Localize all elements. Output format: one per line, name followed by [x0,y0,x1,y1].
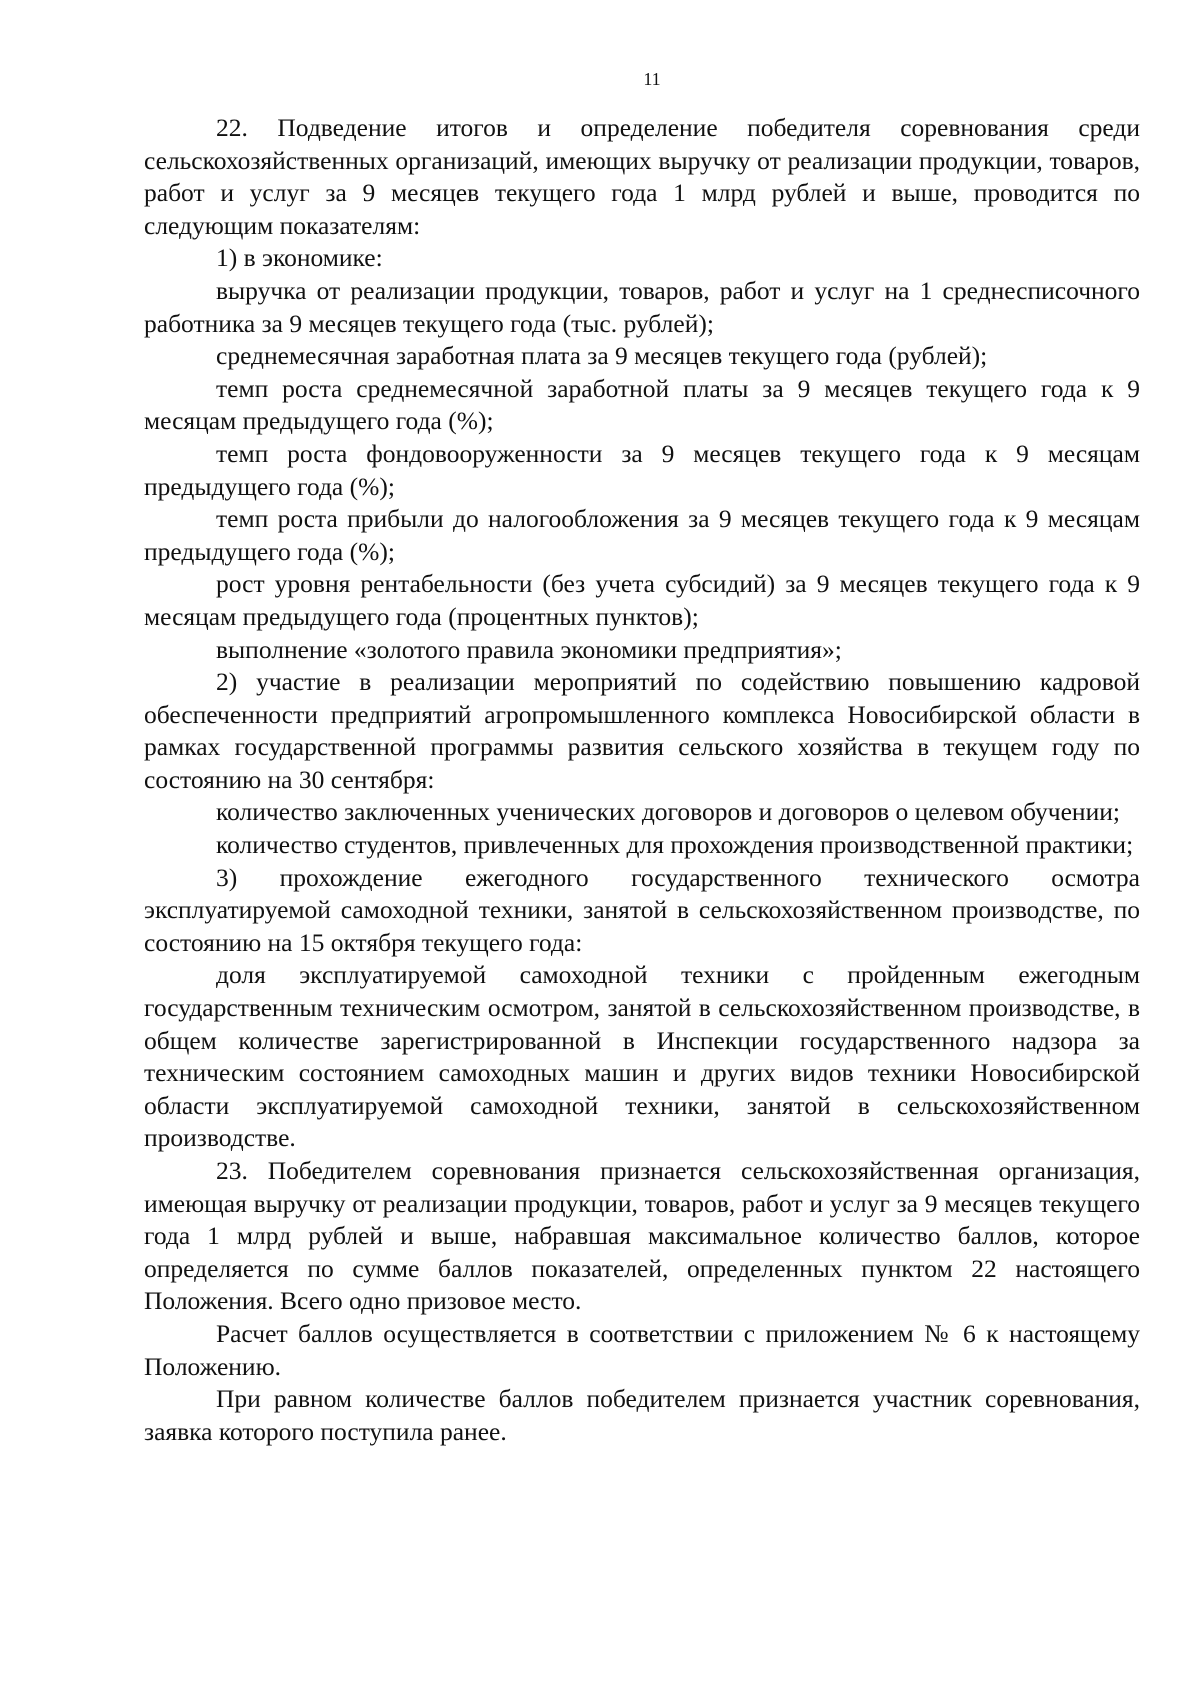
paragraph-salary-growth: темп роста среднемесячной заработной платы за 9 месяцев текущего года к 9 месяцам предыдущего года (%); [144,373,1140,436]
paragraph-23-winner: 23. Победителем соревнования признается сельскохозяйственная организация, имеющая выручку от реализации продукции, товаров, работ и услуг за 9 месяцев текущего года 1 млрд рублей и выше, набравшая максимальное количество баллов, которое определяется по сумме баллов показателей, определенных пунктом 22 настоящего Положения. Всего одно призовое место. [144,1156,1140,1316]
paragraph-inspection-share: доля эксплуатируемой самоходной техники с пройденным ежегодным государственным техническим осмотром, занятой в сельскохозяйственном производстве, в общем количестве зарегистрированной в Инспекции государственного надзора за техническим состоянием самоходных машин и других видов техники Новосибирской области эксплуатируемой самоходной техники, занятой в сельскохозяйственном производстве. [144,960,1140,1153]
paragraph-capital-ratio-growth: темп роста фондовооруженности за 9 месяцев текущего года к 9 месяцам предыдущего года (%); [144,438,1140,501]
paragraph-economy-heading: 1) в экономике: [216,243,383,273]
paragraph-student-contracts: количество заключенных ученических договоров и договоров о целевом обучении; [216,797,1120,827]
page-number: 11 [643,69,661,89]
paragraph-points-calculation: Расчет баллов осуществляется в соответствии с приложением № 6 к настоящему Положению. [144,1318,1140,1381]
paragraph-students-practice: количество студентов, привлеченных для прохождения производственной практики; [216,830,1134,860]
paragraph-profitability-growth: рост уровня рентабельности (без учета субсидий) за 9 месяцев текущего года к 9 месяцам предыдущего года (процентных пунктов); [144,569,1140,631]
paragraph-22-intro: 22. Подведение итогов и определение победителя соревнования среди сельскохозяйственных организаций, имеющих выручку от реализации продукции, товаров, работ и услуг за 9 месяцев текущего года 1 млрд рублей и выше, проводится по следующим показателям: [144,113,1140,240]
paragraph-tie-rule: При равном количестве баллов победителем признается участник соревнования, заявка которого поступила ранее. [144,1384,1140,1446]
paragraph-profit-growth: темп роста прибыли до налогообложения за 9 месяцев текущего года к 9 месяцам предыдущего года (%); [144,504,1140,566]
paragraph-average-salary: среднемесячная заработная плата за 9 месяцев текущего года (рублей); [216,341,988,371]
paragraph-golden-rule: выполнение «золотого правила экономики предприятия»; [216,634,842,664]
paragraph-inspection-heading: 3) прохождение ежегодного государственного технического осмотра эксплуатируемой самоходной техники, занятой в сельскохозяйственном производстве, по состоянию на 15 октября текущего года: [144,862,1140,957]
document-body [144,112,1140,1448]
paragraph-revenue-per-employee: выручка от реализации продукции, товаров, работ и услуг на 1 среднесписочного работника за 9 месяцев текущего года (тыс. рублей); [144,275,1140,338]
paragraph-staffing-heading: 2) участие в реализации мероприятий по содействию повышению кадровой обеспеченности предприятий агропромышленного комплекса Новосибирской области в рамках государственной программы развития сельского хозяйства в текущем году по состоянию на 30 сентября: [144,667,1140,794]
